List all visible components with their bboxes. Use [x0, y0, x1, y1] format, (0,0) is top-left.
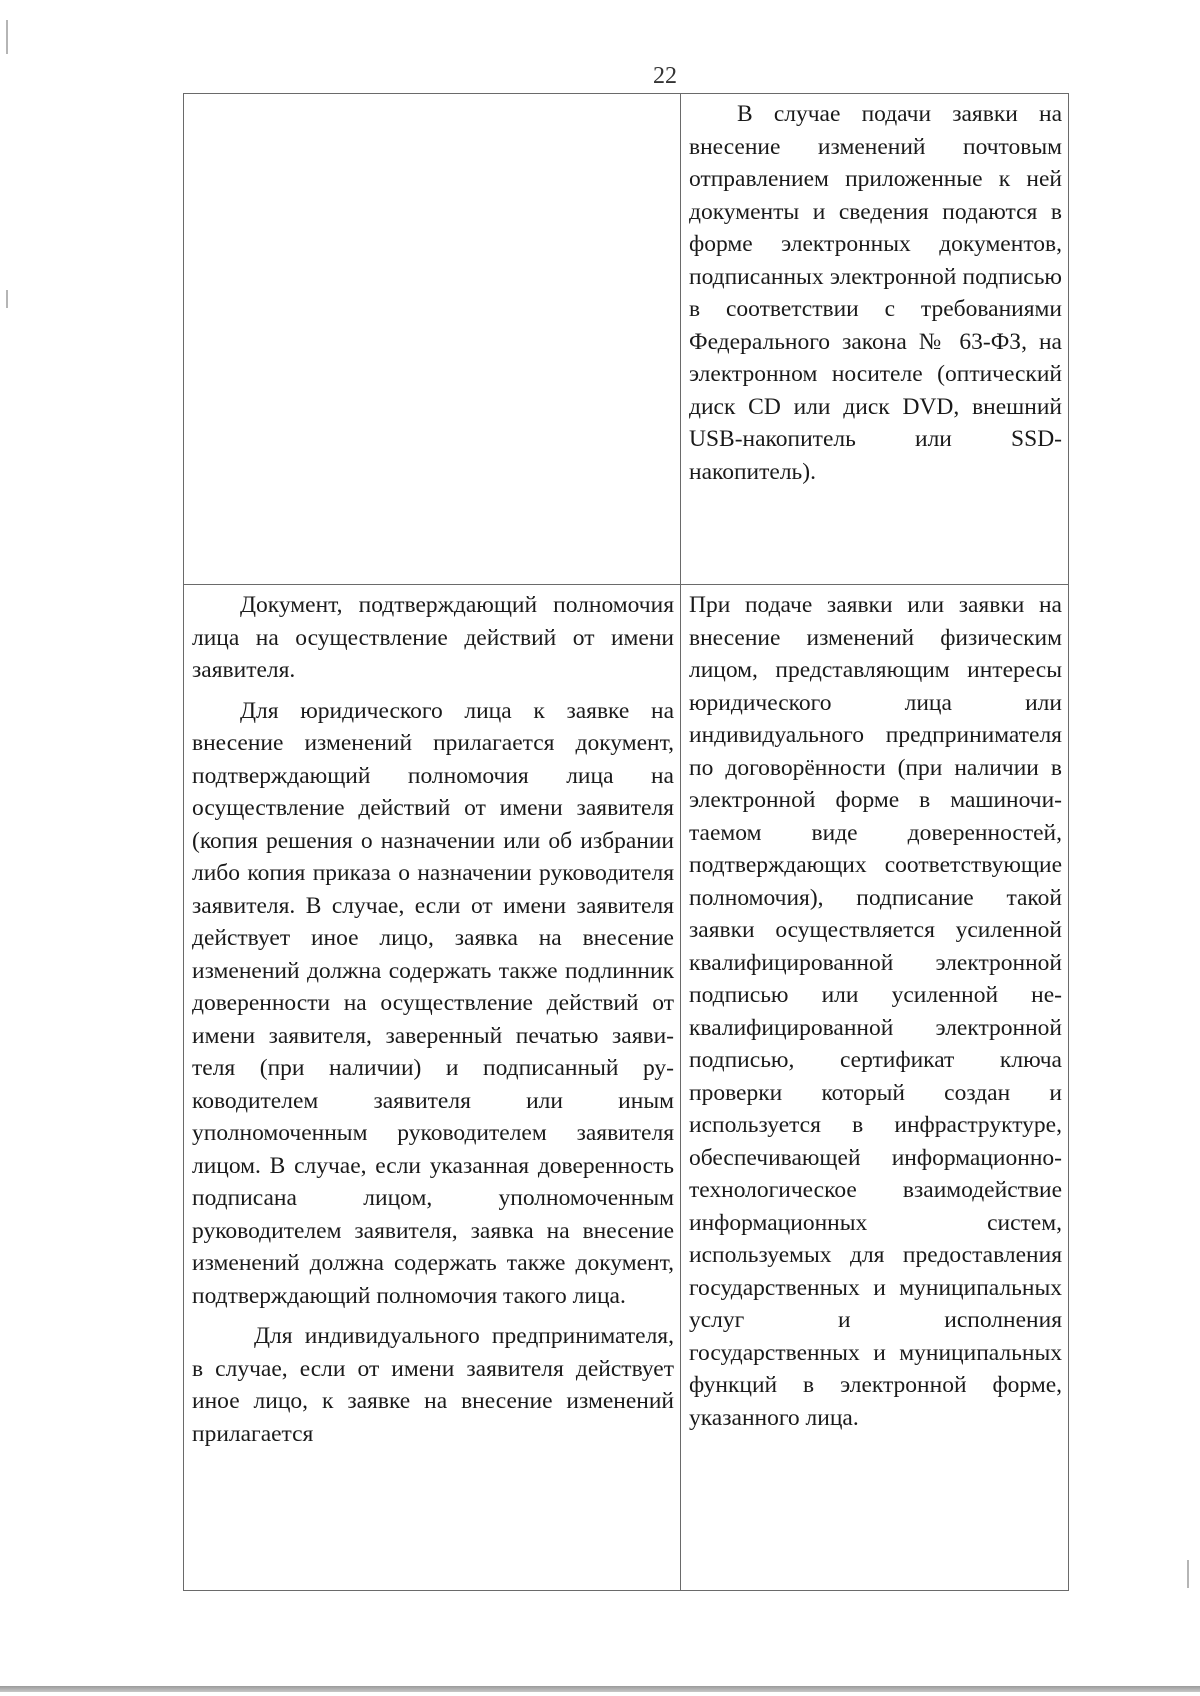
table-row [184, 585, 1069, 1591]
postal-submission-paragraph: В случае подачи заявки на внесение изменений почтовым отправлением приложенные к ней документы и сведения подаются в форме электронных документов, подписанных электронной подписью в соответствии с требованиями Федерального закона № 63-ФЗ, на электронном носителе (оптический диск CD или диск DVD, внешний USB-накопитель или SSD-накопитель). [689, 101, 1062, 485]
table-cell-right [681, 94, 1069, 585]
scan-margin-mark [6, 290, 8, 308]
authority-document-paragraph: Документ, подтверждающий полномочия лица на осуществление действий от имени заявителя. [192, 592, 674, 683]
scan-bottom-edge [0, 1686, 1200, 1692]
table-cell-right [681, 585, 1069, 1591]
table-row [184, 94, 1069, 585]
individual-entrepreneur-paragraph: Для индивидуального предпринимателя, в случае, если от имени заявителя действует иное лицо, к заявке на внесение изменений прилагается [192, 1323, 674, 1447]
table-cell-left [184, 585, 681, 1591]
scan-margin-mark [1187, 1560, 1189, 1588]
individual-representative-paragraph: При подаче заявки или заявки на внесение изменений физическим лицом, представляющим интересы юридического лица или индивидуального предпринимателя по договорённости (при наличии в электронной форме в машиночитаемом виде доверенностей, подтверждающих соответствующие полномочия), подписание такой заявки осуществляется усиленной квалифицированной электронной подписью или усиленной неквалифицированной электронной подписью, сертификат ключа проверки который создан и используется в инфраструктуре, обеспечивающей информационно-технологическое взаимодействие информационных систем, используемых для предоставления государственных и муниципальных услуг и исполнения государственных и муниципальных функций в электронной форме, указанного лица. [689, 592, 1062, 1431]
page-number: 22 [653, 63, 677, 89]
legal-entity-paragraph: Для юридического лица к заявке на внесение изменений прилагается документ, подтверждающий полномочия лица на осуществление действий от имени заявителя (копия решения о назначении или об избрании либо копия приказа о назначении руководителя заявителя. В случае, если от имени заявителя действует иное лицо, заявка на внесение изменений должна содержать также подлинник доверенности на осуществление действий от имени заявителя, заверенный печатью заявителя (при наличии) и подписанный руководителем заявителя или иным уполномоченным руководителем заявителя лицом. В случае, если указанная доверенность подписана лицом, уполномоченным руководителем заявителя, заявка на внесение изменений должна содержать также документ, подтверждающий полномочия такого лица. [192, 697, 674, 1309]
scan-margin-mark [6, 20, 8, 54]
table-cell-left-empty [184, 94, 681, 585]
document-table [183, 93, 1069, 1591]
